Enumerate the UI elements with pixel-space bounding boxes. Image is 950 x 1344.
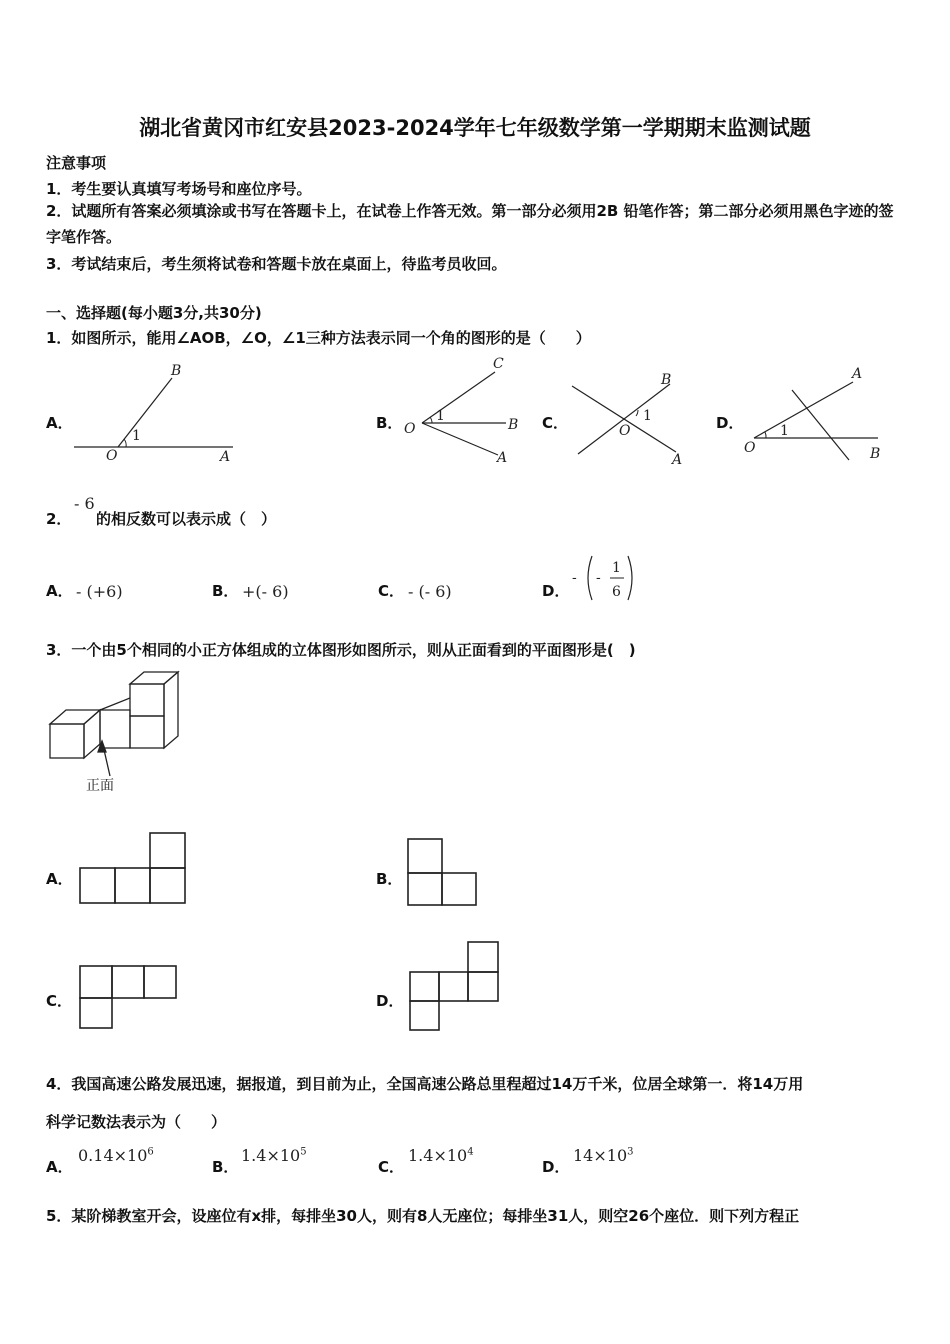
q2-option-a-expr: - (+6)	[76, 582, 123, 601]
q3-option-c-label: C．	[46, 992, 73, 1010]
q1c-label-o: O	[619, 423, 631, 439]
q4-option-b-label: B．	[212, 1158, 239, 1176]
q3-option-d-label: D．	[376, 992, 404, 1010]
q4-option-b-expr: $1.4\times 10^5$	[241, 1146, 307, 1165]
q4-option-c-label: C．	[378, 1158, 405, 1176]
q2d-sign: -	[572, 570, 577, 586]
q1-option-d-label: D．	[716, 414, 744, 432]
section-heading: 一、选择题(每小题3分,共30分)	[46, 304, 262, 322]
q4-stem-line1: 4．我国高速公路发展迅速，据报道，到目前为止，全国高速公路总里程超过14万千米，位居全球第一．将14万用	[46, 1075, 804, 1093]
q1b-label-o: O	[404, 421, 416, 437]
q1d-label-1: 1	[780, 423, 789, 439]
q1-option-b-label: B．	[376, 414, 403, 432]
q1a-label-b: B	[171, 363, 182, 379]
q4-option-d-expr: $14\times 10^3$	[573, 1146, 634, 1165]
notice-item-3: 3．考试结束后，考生须将试卷和答题卡放在桌面上，待监考员收回。	[46, 255, 507, 273]
q1-figure-a	[70, 360, 240, 465]
q2-value: - 6	[74, 494, 95, 513]
q1c-label-a: A	[672, 452, 683, 468]
page-title: 湖北省黄冈市红安县2023-2024学年七年级数学第一学期期末监测试题	[139, 116, 811, 140]
notice-heading: 注意事项	[46, 154, 107, 172]
q2-option-c-expr: - (- 6)	[408, 582, 452, 601]
q1-stem: 1．如图所示，能用∠AOB，∠O，∠1三种方法表示同一个角的图形的是（ ）	[46, 329, 591, 347]
q4-stem-line2: 科学记数法表示为（ ）	[46, 1113, 227, 1131]
q1-figure-d	[740, 362, 890, 467]
q1d-label-b: B	[870, 446, 881, 462]
q1c-label-1: 1	[643, 408, 652, 424]
q5-stem: 5．某阶梯教室开会，设座位有x排，每排坐30人，则有8人无座位；每排坐31人，则空26个座位．则下列方程正	[46, 1207, 800, 1225]
q4-option-a-expr: $0.14\times 10^6$	[78, 1146, 154, 1165]
q1-figure-b	[400, 352, 525, 467]
q2-number: 2．	[46, 510, 72, 528]
q2-option-b-label: B．	[212, 582, 239, 600]
q2-option-d-label: D．	[542, 582, 570, 600]
q3-figure-a	[76, 828, 191, 910]
q4-option-c-expr: $1.4\times 10^4$	[408, 1146, 474, 1165]
q1c-label-b: B	[661, 372, 672, 388]
q2-option-c-label: C．	[378, 582, 405, 600]
notice-item-2: 2．试题所有答案必须填涂或书写在答题卡上，在试卷上作答无效。第一部分必须用2B 铅笔作答；第二部分必须用黑色字迹的签字笔作答。	[46, 202, 894, 246]
q2-option-b-expr: +(- 6)	[242, 582, 289, 601]
q1a-label-o: O	[106, 448, 118, 464]
notice-item-1: 1．考生要认真填写考场号和座位序号。	[46, 180, 312, 198]
q2-stem: 的相反数可以表示成（ ）	[96, 510, 277, 528]
q1d-label-o: O	[744, 440, 756, 456]
q1-option-c-label: C．	[542, 414, 569, 432]
q2d-denominator: 6	[612, 584, 621, 600]
q3-stem: 3．一个由5个相同的小正方体组成的立体图形如图所示，则从正面看到的平面图形是( )	[46, 641, 636, 659]
q2d-inner-sign: -	[596, 570, 601, 586]
q2-option-a-label: A．	[46, 582, 73, 600]
q1a-label-a: A	[220, 449, 231, 465]
q1-figure-c	[566, 368, 691, 473]
q2-option-d-expr	[570, 552, 640, 604]
q3-figure-d	[406, 938, 506, 1034]
q1b-label-c: C	[493, 356, 504, 372]
q1b-label-b: B	[508, 417, 519, 433]
q3-option-a-label: A．	[46, 870, 73, 888]
q3-solid-figure	[44, 666, 184, 796]
q1-option-a-label: A．	[46, 414, 73, 432]
q1a-label-1: 1	[132, 428, 141, 444]
q3-option-b-label: B．	[376, 870, 403, 888]
q3-figure-b	[404, 834, 484, 910]
q1b-label-1: 1	[436, 408, 445, 424]
q3-figure-c	[76, 962, 182, 1034]
q2d-numerator: 1	[612, 560, 621, 576]
q4-option-a-label: A．	[46, 1158, 73, 1176]
q1b-label-a: A	[497, 450, 508, 466]
q3-front-label: 正面	[86, 778, 114, 794]
q4-option-d-label: D．	[542, 1158, 570, 1176]
q1d-label-a: A	[852, 366, 863, 382]
